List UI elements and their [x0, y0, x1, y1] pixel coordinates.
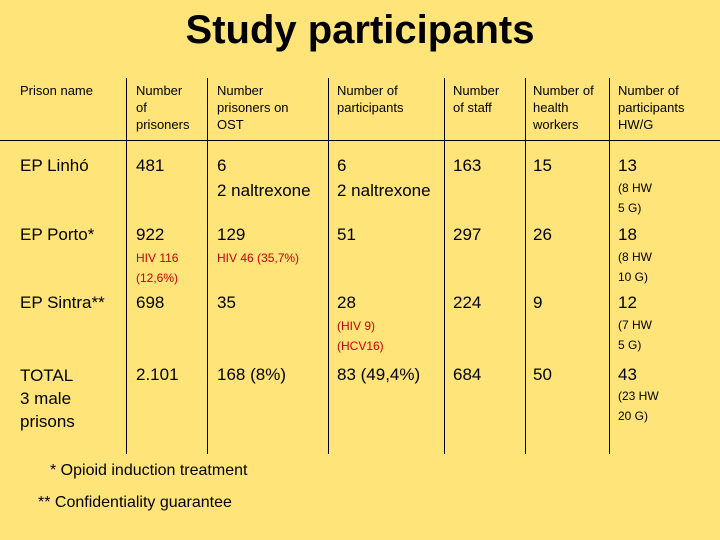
row-total-prisoners: 2.101 [136, 365, 179, 384]
note-line: (23 HW [618, 389, 659, 403]
header-line: Number [136, 83, 183, 98]
header-line: workers [533, 117, 579, 132]
row-linho-ost-note: 2 naltrexone [217, 181, 311, 200]
row-porto-ost: 129 [217, 225, 246, 244]
header-line: prisoners on [217, 100, 289, 115]
table-divider [525, 78, 526, 454]
row-linho-hwg: 13 [618, 156, 637, 175]
header-line: Number of [533, 83, 594, 98]
header-line: Number [217, 83, 264, 98]
header-prison-name [20, 82, 93, 99]
header-line: HW/G [618, 117, 654, 132]
total-label-line: 3 male [20, 389, 72, 408]
row-sintra-prisoners: 698 [136, 293, 165, 312]
row-linho-hwg-note [618, 178, 652, 218]
note-line: 5 G) [618, 201, 642, 215]
slide-title: Study participants [185, 8, 535, 52]
row-sintra-participants-note [337, 316, 384, 356]
note-line: (7 HW [618, 318, 652, 332]
row-linho-name: EP Linhó [20, 156, 89, 175]
header-line: Number of [618, 83, 679, 98]
row-linho-staff: 163 [453, 156, 482, 175]
row-porto-health-workers: 26 [533, 225, 552, 244]
header-line: Number of [337, 83, 398, 98]
note-line: (HCV16) [337, 339, 384, 353]
note-line: 10 G) [618, 270, 649, 284]
table-divider [444, 78, 445, 454]
row-linho-participants-note: 2 naltrexone [337, 181, 431, 200]
row-sintra-hwg: 12 [618, 293, 637, 312]
total-label-line: prisons [20, 412, 75, 431]
row-sintra-participants: 28 [337, 293, 356, 312]
note-line: 5 G) [618, 338, 642, 352]
row-total-ost: 168 (8%) [217, 365, 286, 384]
header-health-workers [533, 82, 594, 133]
row-porto-hwg-note [618, 247, 652, 287]
row-linho-prisoners: 481 [136, 156, 165, 175]
table-divider [207, 78, 208, 454]
row-total-health-workers: 50 [533, 365, 552, 384]
header-line: participants [618, 100, 685, 115]
row-porto-prisoners: 922 [136, 225, 165, 244]
header-prisoners [136, 82, 189, 133]
note-line: HIV 116 [136, 251, 179, 265]
header-line: of staff [453, 100, 492, 115]
header-line: OST [217, 117, 244, 132]
note-line: (HIV 9) [337, 319, 376, 333]
table-divider [609, 78, 610, 454]
row-total-hwg: 43 [618, 365, 637, 384]
row-sintra-hwg-note [618, 315, 652, 355]
row-linho-ost: 6 [217, 156, 227, 175]
note-line: (12,6%) [136, 271, 179, 285]
header-line: participants [337, 100, 404, 115]
header-line: Prison name [20, 83, 93, 98]
header-participants [337, 82, 403, 116]
row-porto-hwg: 18 [618, 225, 637, 244]
note-line: (8 HW [618, 181, 652, 195]
row-sintra-ost: 35 [217, 293, 236, 312]
footnote-confidentiality: ** Confidentiality guarantee [38, 494, 232, 511]
row-porto-staff: 297 [453, 225, 482, 244]
row-total-participants: 83 (49,4%) [337, 365, 421, 384]
header-line: prisoners [136, 117, 190, 132]
header-line: Number [453, 83, 500, 98]
row-linho-participants: 6 [337, 156, 347, 175]
table-divider [126, 78, 127, 454]
row-porto-ost-note: HIV 46 (35,7%) [217, 251, 300, 265]
total-label-line: TOTAL [20, 366, 74, 385]
header-line: of [136, 100, 147, 115]
row-porto-participants: 51 [337, 225, 356, 244]
header-line: health [533, 100, 569, 115]
header-ost [217, 82, 289, 133]
row-sintra-name: EP Sintra** [20, 293, 105, 312]
table-divider [0, 140, 720, 141]
row-porto-name: EP Porto* [20, 225, 95, 244]
row-total-name [20, 364, 75, 433]
row-sintra-health-workers: 9 [533, 293, 543, 312]
footnote-opioid: * Opioid induction treatment [50, 462, 248, 479]
table-divider [328, 78, 329, 454]
header-hwg [618, 82, 684, 133]
row-total-staff: 684 [453, 365, 482, 384]
note-line: (8 HW [618, 250, 652, 264]
row-sintra-staff: 224 [453, 293, 482, 312]
row-total-hwg-note [618, 386, 659, 426]
row-porto-prisoners-note [136, 248, 178, 288]
header-staff [453, 82, 499, 116]
note-line: 20 G) [618, 409, 649, 423]
row-linho-health-workers: 15 [533, 156, 552, 175]
